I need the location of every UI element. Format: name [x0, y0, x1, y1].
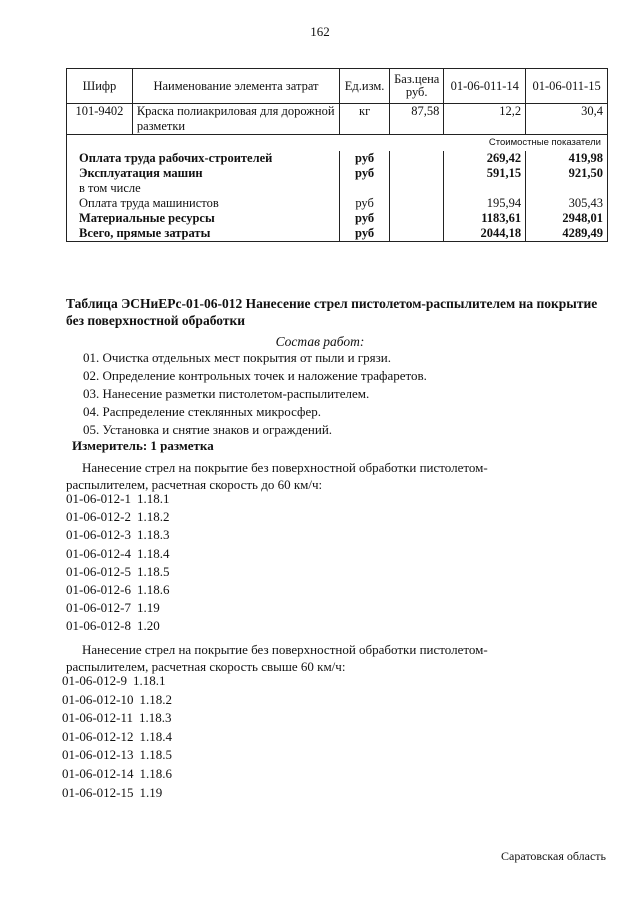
table-row: [67, 211, 608, 226]
code-number: 01-06-012-9: [62, 673, 127, 688]
row-val-14: 269,42: [444, 151, 526, 166]
code-number: 01-06-012-6: [66, 582, 131, 597]
row-unit: руб: [340, 151, 390, 166]
code-number: 01-06-012-10: [62, 691, 134, 707]
work-item: 02. Определение контрольных точек и наложение трафаретов.: [83, 368, 427, 383]
material-val-15: 30,4: [526, 104, 608, 135]
measure-unit: Измеритель: 1 разметка: [72, 438, 214, 453]
row-val-15: 305,43: [526, 196, 608, 211]
row-unit: руб: [340, 211, 390, 226]
code-number: 01-06-012-5: [66, 563, 131, 579]
table-row: [67, 166, 608, 181]
code-reference: 1.18.5: [137, 563, 170, 579]
row-val-15: 921,50: [526, 166, 608, 181]
code-item: [62, 766, 172, 782]
row-label: Материальные ресурсы: [67, 211, 340, 226]
code-reference: 1.18.3: [137, 527, 170, 543]
subcaption-row: [67, 135, 608, 152]
code-item: [66, 527, 170, 543]
code-reference: 1.18.5: [139, 747, 172, 763]
header-code: Шифр: [67, 69, 133, 104]
cost-table: [66, 68, 608, 242]
work-item: 01. Очистка отдельных мест покрытия от пыли и грязи.: [83, 350, 391, 365]
code-item: [66, 546, 170, 562]
table-row: [67, 196, 608, 211]
code-number: 01-06-012-2: [66, 509, 131, 525]
work-item: 04. Распределение стеклянных микросфер.: [83, 404, 321, 419]
code-reference: 1.18.3: [139, 710, 172, 726]
row-val-14: 1183,61: [444, 211, 526, 226]
code-reference: 1.18.4: [139, 728, 172, 744]
material-val-14: 12,2: [444, 104, 526, 135]
code-number: 01-06-012-14: [62, 766, 134, 781]
composition-heading: Состав работ:: [275, 334, 365, 349]
material-base-price: 87,58: [390, 104, 444, 135]
work-item: 03. Нанесение разметки пистолетом-распылителем.: [83, 386, 370, 401]
row-val-15: 4289,49: [526, 226, 608, 242]
code-number: 01-06-012-11: [62, 710, 134, 726]
row-val-14: 2044,18: [444, 226, 526, 242]
code-reference: 1.18.4: [137, 545, 170, 561]
code-number: 01-06-012-7: [66, 600, 131, 616]
code-reference: 1.19: [139, 784, 163, 800]
footer-region: Саратовская область: [500, 849, 606, 863]
code-number: 01-06-012-4: [66, 545, 131, 561]
code-reference: 1.18.2: [139, 691, 172, 707]
code-reference: 1.18.6: [137, 582, 170, 597]
code-number: 01-06-012-13: [62, 747, 134, 763]
header-unit: Ед.изм.: [340, 69, 390, 104]
code-item: [66, 618, 160, 634]
table-row: [67, 181, 608, 196]
header-col-15: 01-06-011-15: [526, 69, 608, 104]
code-item: [62, 785, 162, 801]
row-val-14: 195,94: [444, 196, 526, 211]
page-number: 162: [310, 24, 330, 39]
code-item: [66, 491, 170, 507]
code-item: [66, 600, 160, 616]
code-item: [66, 564, 170, 580]
cost-indicators-caption: Стоимостные показатели: [67, 135, 608, 152]
code-reference: 1.18.1: [137, 491, 170, 506]
material-unit: кг: [340, 104, 390, 135]
row-unit: руб: [340, 226, 390, 242]
code-number: 01-06-012-1: [66, 491, 131, 506]
table-header-row: [67, 69, 608, 104]
row-unit: руб: [340, 196, 390, 211]
group-intro: Нанесение стрел на покрытие без поверхностной обработки пистолетом-распылителем, расчетная скорость до 60 км/ч:: [66, 460, 488, 492]
work-item: 05. Установка и снятие знаков и ограждений.: [83, 422, 333, 437]
row-val-15: 419,98: [526, 151, 608, 166]
row-unit: руб: [340, 166, 390, 181]
group-intro: Нанесение стрел на покрытие без поверхностной обработки пистолетом-распылителем, расчетная скорость свыше 60 км/ч:: [66, 642, 488, 674]
table-row: [67, 226, 608, 242]
table-row: [67, 104, 608, 135]
material-name: Краска полиакриловая для дорожной разметки: [132, 104, 339, 135]
table-row: [67, 151, 608, 166]
code-number: 01-06-012-8: [66, 618, 131, 634]
row-label: Оплата труда машинистов: [67, 196, 340, 211]
section-title: Таблица ЭСНиЕРс-01-06-012 Нанесение стрел пистолетом-распылителем на покрытие без поверхностной обработки: [66, 296, 598, 328]
code-item: [62, 747, 172, 763]
header-base-price: Баз.цена руб.: [390, 69, 444, 104]
code-item: [62, 729, 172, 745]
header-name: Наименование элемента затрат: [132, 69, 339, 104]
code-reference: 1.18.2: [137, 509, 170, 525]
row-label: Всего, прямые затраты: [67, 226, 340, 242]
code-item: [62, 673, 166, 689]
code-item: [62, 710, 172, 726]
code-number: 01-06-012-15: [62, 784, 134, 800]
header-col-14: 01-06-011-14: [444, 69, 526, 104]
row-val-15: 2948,01: [526, 211, 608, 226]
row-val-14: 591,15: [444, 166, 526, 181]
row-label: в том числе: [67, 181, 340, 196]
code-item: [66, 509, 170, 525]
code-reference: 1.20: [137, 618, 160, 634]
code-item: [62, 692, 172, 708]
code-reference: 1.18.1: [133, 673, 166, 688]
material-code: 101-9402: [67, 104, 133, 135]
row-label: Эксплуатация машин: [67, 166, 340, 181]
code-reference: 1.19: [137, 600, 160, 616]
code-number: 01-06-012-12: [62, 728, 134, 744]
code-item: [66, 582, 170, 598]
code-number: 01-06-012-3: [66, 527, 131, 543]
code-reference: 1.18.6: [139, 766, 172, 781]
row-label: Оплата труда рабочих-строителей: [67, 151, 340, 166]
